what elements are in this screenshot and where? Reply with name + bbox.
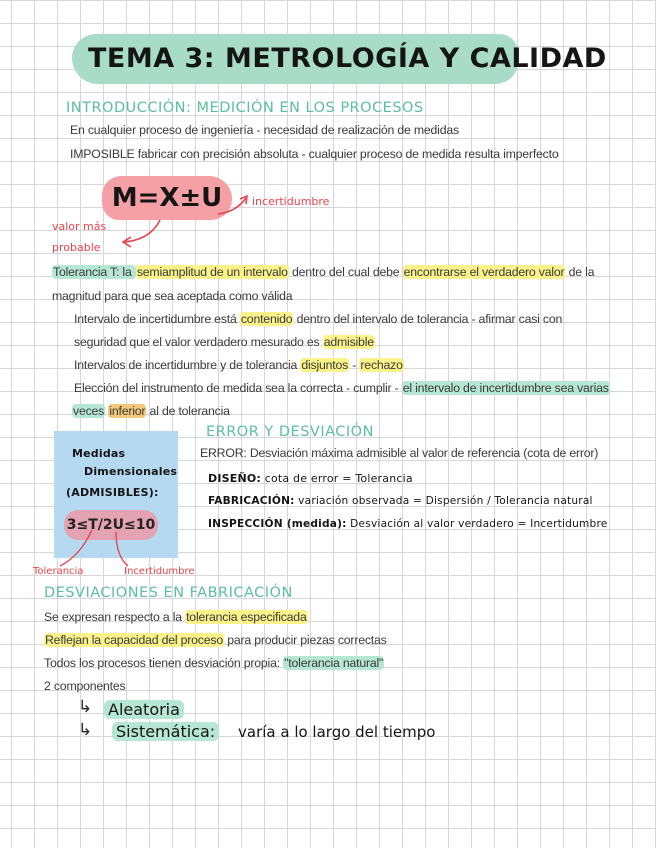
highlight: Reflejan la capacidad del proceso [45, 633, 223, 647]
component-systematic: Sistemática: [112, 722, 219, 741]
tolerance-label: Tolerancia [33, 566, 84, 577]
arrow-icon: ↳ [78, 720, 93, 740]
text: para producir piezas correctas [223, 633, 387, 647]
probable-value-note-2: probable [52, 241, 101, 254]
highlight: tolerancia especificada [186, 610, 307, 624]
component-systematic-description: varía a lo largo del tiempo [238, 723, 436, 741]
error-label: ERROR: [200, 446, 247, 460]
error-heading: ERROR Y DESVIACIÓN [206, 424, 374, 440]
text: - [349, 358, 360, 372]
line-to-uncertainty [116, 532, 128, 566]
line-to-tolerance [60, 530, 92, 566]
row-text: Desviación al valor verdadero = Incertidumbre [346, 518, 608, 530]
tolerance-definition-line-2: magnitud para que sea aceptada como válida [52, 289, 293, 303]
tolerance-term: Tolerancia T: la [53, 265, 135, 279]
intro-line-1: En cualquier proceso de ingeniería - necesidad de realización de medidas [70, 123, 459, 137]
row-label: DISEÑO: [208, 472, 262, 485]
text: Elección del instrumento de medida sea la correcta - cumplir - [74, 381, 402, 395]
highlight: admisible [323, 335, 374, 349]
intro-heading: INTRODUCCIÓN: MEDICIÓN EN LOS PROCESOS [66, 100, 424, 116]
highlight: el intervalo de incertidumbre sea varias [402, 381, 609, 395]
row-text: variación observada = Dispersión / Tolerancia natural [294, 495, 593, 507]
text: de la [565, 265, 595, 279]
row-text: cota de error = Tolerancia [261, 472, 413, 485]
arrow-to-uncertainty [218, 198, 246, 214]
highlight: "tolerancia natural" [284, 656, 384, 670]
measurement-formula: M=X±U [102, 176, 232, 220]
deviations-heading: DESVIACIONES EN FABRICACIÓN [44, 585, 293, 601]
highlight: contenido [240, 312, 293, 326]
uncertainty-note: incertidumbre [252, 195, 330, 208]
text: Intervalos de incertidumbre y de tolerancia [74, 358, 301, 372]
uncertainty-label: Incertidumbre [124, 566, 195, 577]
box-line-1: Medidas [72, 447, 126, 460]
text: Se expresan respecto a la [44, 610, 186, 624]
highlight: semiamplitud de un intervalo [136, 265, 288, 279]
text: dentro del cual debe [288, 265, 403, 279]
probable-value-note-1: valor más [52, 220, 107, 233]
page-title: TEMA 3: METROLOGÍA Y CALIDAD [72, 34, 518, 84]
deviation-line-4: 2 componentes [44, 679, 126, 693]
row-label: INSPECCIÓN (medida): [208, 518, 347, 530]
highlight: disjuntos [301, 358, 349, 372]
text: seguridad que el valor verdadero mesurado es [74, 335, 323, 349]
admissible-range: 3≤T/2U≤10 [64, 510, 158, 540]
text: al de tolerancia [146, 404, 230, 418]
text: Todos los procesos tienen desviación propia: [44, 656, 284, 670]
box-line-3: (ADMISIBLES): [66, 486, 159, 499]
highlight: veces [73, 404, 105, 418]
box-line-2: Dimensionales [84, 465, 178, 478]
highlight: inferior [109, 404, 146, 418]
component-random: Aleatoria [104, 700, 184, 719]
highlight: rechazo [360, 358, 403, 372]
highlight: encontrarse el verdadero valor [403, 265, 565, 279]
row-label: FABRICACIÓN: [208, 495, 295, 507]
intro-line-2: IMPOSIBLE fabricar con precisión absoluta - cualquier proceso de medida resulta imperfecto [70, 147, 559, 161]
text: Desviación máxima admisible al valor de referencia (cota de error) [246, 446, 599, 460]
text: dentro del intervalo de tolerancia - afirmar casi con [293, 312, 563, 326]
arrow-icon: ↳ [78, 697, 93, 717]
text: Intervalo de incertidumbre está [74, 312, 240, 326]
